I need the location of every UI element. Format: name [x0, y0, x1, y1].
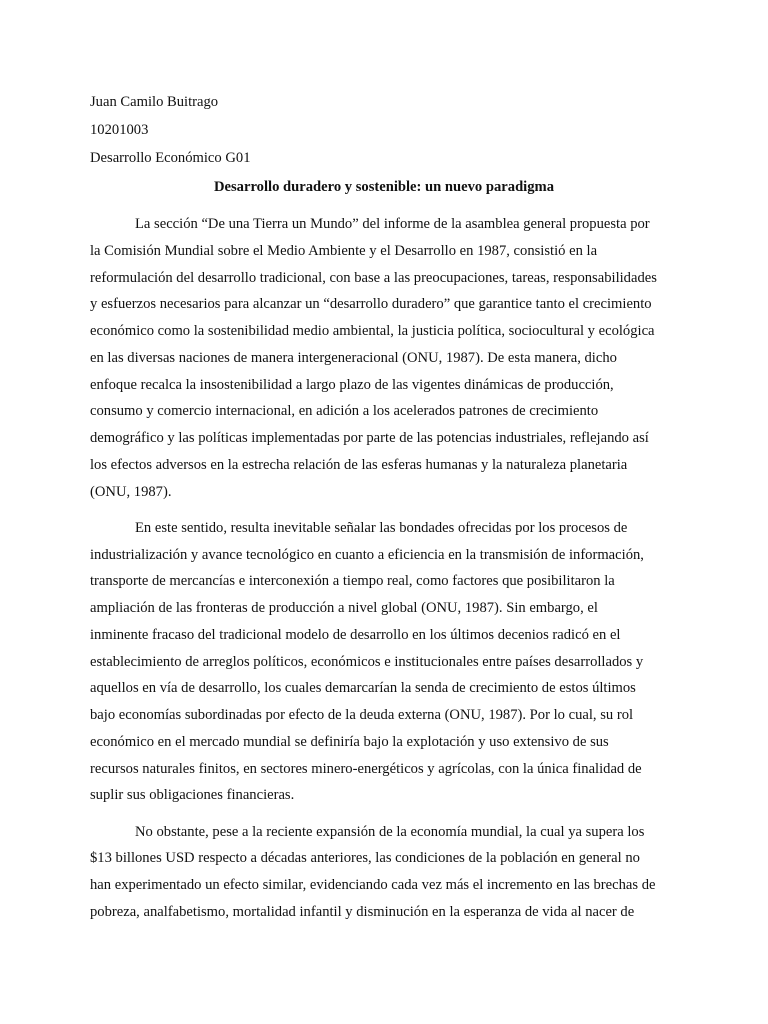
paragraph-line: bajo economías subordinadas por efecto de la deuda externa (ONU, 1987). Por lo cual, su rol — [90, 707, 634, 723]
paragraph-line: industrialización y avance tecnológico en cuanto a eficiencia en la transmisión de información, — [90, 546, 644, 563]
paragraph-line: han experimentado un efecto similar, evidenciando cada vez más el incremento en las brechas de — [90, 877, 656, 893]
paragraph-line: recursos naturales finitos, en sectores minero-energéticos y agrícolas, con la única finalidad de — [90, 760, 642, 777]
paragraph-line: demográfico y las políticas implementadas por parte de las potencias industriales, reflejando así — [90, 430, 649, 446]
paragraph-line: económico como la sostenibilidad medio ambiental, la justicia política, sociocultural y ecológica — [90, 323, 655, 339]
student-id: 10201003 — [90, 121, 149, 138]
paragraph-line: La sección “De una Tierra un Mundo” del informe de la asamblea general propuesta por — [135, 216, 650, 232]
paragraph-line: ampliación de las fronteras de producción a nivel global (ONU, 1987). Sin embargo, el — [90, 600, 598, 616]
paragraph-line: establecimiento de arreglos políticos, económicos e institucionales entre países desarrollados y — [90, 653, 644, 670]
paragraph-line: pobreza, analfabetismo, mortalidad infantil y disminución en la esperanza de vida al nacer de — [90, 903, 635, 920]
paragraph-line: inminente fracaso del tradicional modelo de desarrollo en los últimos decenios radicó en el — [90, 626, 621, 643]
body-paragraph — [90, 819, 678, 926]
paragraph-line: En este sentido, resulta inevitable señalar las bondades ofrecidas por los procesos de — [135, 519, 628, 536]
paragraph-line: los efectos adversos en la estrecha relación de las esferas humanas y la naturaleza planetaria — [90, 456, 628, 473]
body-paragraph — [90, 515, 678, 809]
author-name: Juan Camilo Buitrago — [90, 94, 219, 110]
paragraph-line: (ONU, 1987). — [90, 483, 172, 500]
paragraph-line: $13 billones USD respecto a décadas anteriores, las condiciones de la población en general no — [90, 850, 640, 867]
course-name: Desarrollo Económico G01 — [90, 149, 251, 166]
body-paragraph — [90, 211, 678, 505]
paragraph-line: aquellos en vía de desarrollo, los cuales demarcarían la senda de crecimiento de estos últimos — [90, 680, 636, 697]
paragraph-line: y esfuerzos necesarios para alcanzar un “desarrollo duradero” que garantice tanto el crecimiento — [90, 296, 652, 313]
document-body — [90, 211, 678, 935]
paragraph-line: en las diversas naciones de manera intergeneracional (ONU, 1987). De esta manera, dicho — [90, 349, 617, 366]
author-header — [90, 91, 678, 174]
paragraph-line: consumo y comercio internacional, en adición a los acelerados patrones de crecimiento — [90, 403, 599, 420]
paragraph-line: económico en el mercado mundial se definiría bajo la explotación y uso extensivo de sus — [90, 733, 609, 750]
paragraph-line: la Comisión Mundial sobre el Medio Ambiente y el Desarrollo en 1987, consistió en la — [90, 242, 598, 259]
paragraph-line: reformulación del desarrollo tradicional, con base a las preocupaciones, tareas, responsabilidades — [90, 269, 657, 286]
paragraph-line: No obstante, pese a la reciente expansión de la economía mundial, la cual ya supera los — [135, 823, 645, 840]
document-title: Desarrollo duradero y sostenible: un nuevo paradigma — [213, 179, 554, 195]
paragraph-line: enfoque recalca la insostenibilidad a largo plazo de las vigentes dinámicas de producción, — [90, 376, 614, 393]
paragraph-line: suplir sus obligaciones financieras. — [90, 787, 295, 804]
paragraph-line: transporte de mercancías e interconexión a tiempo real, como factores que posibilitaron la — [90, 573, 615, 590]
